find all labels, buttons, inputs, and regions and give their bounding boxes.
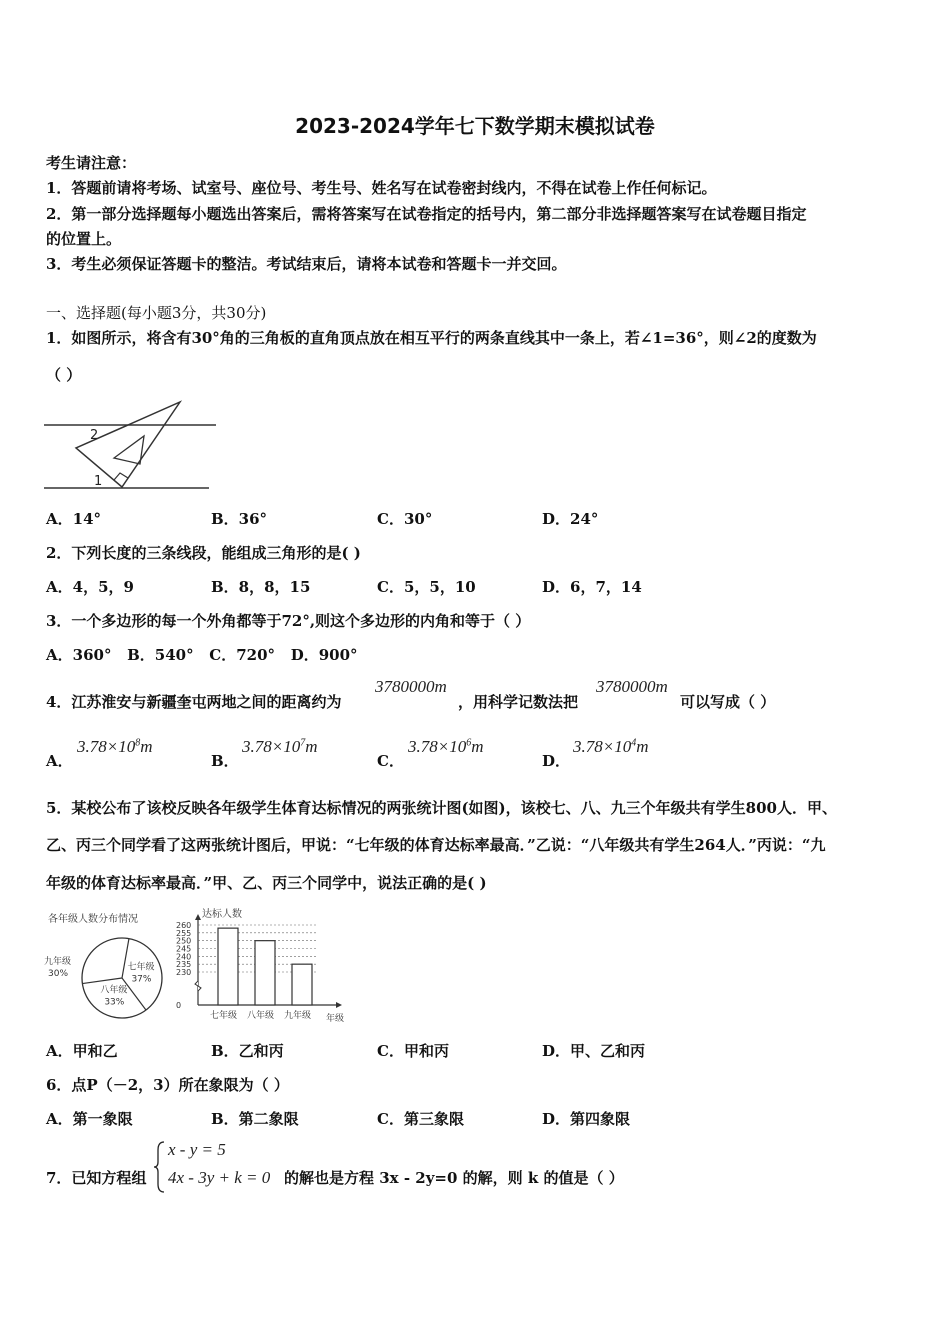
notice-item: 3．考生必须保证答题卡的整洁。考试结束后，请将本试卷和答题卡一并交回。: [46, 255, 567, 273]
bar-chart: [172, 905, 357, 1025]
y-tick-label: 250: [176, 936, 192, 946]
q4-value-2: 3780000m: [596, 677, 668, 696]
angle-1-label: 1: [94, 474, 103, 489]
q4-option-c-letter: C．: [377, 752, 404, 770]
x-axis-label: 年级: [326, 1014, 345, 1024]
y-tick-label: 235: [176, 960, 192, 970]
q4-option-d-letter: D．: [542, 752, 571, 770]
angle-2-label: 2: [90, 428, 99, 443]
question-1-text: 1．如图所示，将含有30°角的三角板的直角顶点放在相互平行的两条直线其中一条上，若∠1=36°，则∠2的度数为: [46, 329, 817, 347]
question-3-text: 3．一个多边形的每一个外角都等于72°,则这个多边形的内角和等于（ ）: [46, 612, 531, 630]
q6-option-d: D．第四象限: [542, 1110, 631, 1128]
pie-label-category: 九年级: [44, 957, 72, 967]
notice-item: 1．答题前请将考场、试室号、座位号、考生号、姓名写在试卷密封线内，不得在试卷上作任何标记。: [46, 179, 717, 197]
question-4-part3: 可以写成（ ）: [680, 693, 776, 711]
triangle-inner-hole: [114, 436, 144, 464]
pie-label-value: 37%: [131, 974, 152, 985]
q5-option-b: B．乙和丙: [211, 1042, 284, 1060]
q4-option-a-letter: A．: [46, 752, 73, 770]
y-tick-label: 240: [176, 952, 192, 962]
q6-option-c: C．第三象限: [377, 1110, 464, 1128]
q1-option-b: B．36°: [211, 510, 268, 528]
q1-option-a: A．14°: [46, 510, 102, 528]
section-heading: 一、选择题(每小题3分，共30分): [46, 304, 267, 322]
pie-label-value: 33%: [104, 997, 125, 1008]
q4-value-1: 3780000m: [375, 677, 447, 696]
bar-chart-title: 达标人数: [202, 909, 242, 920]
q5-option-d: D．甲、乙和丙: [542, 1042, 646, 1060]
question-6-text: 6．点P（－2，3）所在象限为（ ）: [46, 1076, 289, 1094]
q5-option-a: A．甲和乙: [46, 1042, 118, 1060]
question-1-paren: （ ）: [46, 366, 82, 384]
q4-option-a-expr: $3.78\times 10^8m$: [77, 737, 153, 756]
q4-option-d-expr: $3.78\times 10^4m$: [573, 737, 649, 756]
triangle-ruler: [76, 402, 180, 487]
system-equation-2: 4x - 3y + k = 0: [168, 1168, 271, 1187]
notice-item: 的位置上。: [46, 230, 122, 248]
question-7-lead: 7．已知方程组: [46, 1169, 147, 1187]
q2-option-a: A．4，5，9: [46, 578, 134, 596]
x-tick-label: 七年级: [210, 1011, 238, 1021]
question-7-tail: 的解也是方程 3x - 2y=0 的解，则 k 的值是（ ）: [284, 1169, 624, 1187]
question-5-line: 5．某校公布了该校反映各年级学生体育达标情况的两张统计图(如图)，该校七、八、九三个年级共有学生800人．甲、: [46, 799, 837, 817]
q4-option-c-expr: $3.78\times 10^6m$: [408, 737, 484, 756]
x-tick-label: 九年级: [284, 1011, 312, 1021]
x-axis-arrow: [336, 1002, 342, 1008]
notice-heading: 考生请注意：: [46, 154, 137, 172]
y-tick-label: 255: [176, 928, 192, 938]
q4-option-b-letter: B．: [211, 752, 239, 770]
y-tick-label: 0: [176, 1001, 182, 1010]
right-angle-mark: [114, 473, 128, 480]
q2-option-d: D．6，7，14: [542, 578, 642, 596]
q6-option-a: A．第一象限: [46, 1110, 133, 1128]
bar-九年级: [292, 964, 312, 1005]
q1-option-c: C．30°: [377, 510, 433, 528]
pie-chart: [42, 908, 172, 1028]
y-axis-arrow: [195, 914, 201, 920]
y-tick-label: 260: [176, 921, 192, 930]
page-title: 2023-2024学年七下数学期末模拟试卷: [295, 114, 655, 138]
q5-option-c: C．甲和丙: [377, 1042, 449, 1060]
notice-item: 2．第一部分选择题每小题选出答案后，需将答案写在试卷指定的括号内，第二部分非选择题答案写在试卷题目指定: [46, 205, 807, 223]
q6-option-b: B．第二象限: [211, 1110, 299, 1128]
q4-option-b-expr: $3.78\times 10^7m$: [242, 737, 318, 756]
question-5-line: 乙、丙三个同学看了这两张统计图后，甲说：“七年级的体育达标率最高．”乙说：“八年级共有学生264人．”丙说：“九: [46, 836, 826, 854]
triangle-figure: [44, 398, 224, 494]
q1-option-d: D．24°: [542, 510, 599, 528]
pie-title: 各年级人数分布情况: [48, 914, 138, 925]
bar-七年级: [218, 928, 238, 1005]
axis-break: [195, 981, 201, 991]
question-4-part1: 4．江苏淮安与新疆奎屯两地之间的距离约为: [46, 693, 342, 711]
y-tick-label: 245: [176, 944, 192, 954]
pie-label-category: 七年级: [127, 962, 155, 973]
x-tick-label: 八年级: [247, 1011, 275, 1021]
q3-options: A．360° B．540° C．720° D．900°: [46, 646, 358, 664]
bar-八年级: [255, 941, 275, 1005]
y-tick-label: 230: [176, 968, 192, 977]
q2-option-c: C．5，5，10: [377, 578, 476, 596]
pie-label-value: 30%: [48, 969, 69, 979]
system-equation-1: x - y = 5: [168, 1140, 226, 1159]
question-4-part2: ，用科学记数法把: [458, 693, 579, 711]
pie-label-category: 八年级: [100, 985, 128, 996]
question-2-text: 2．下列长度的三条线段，能组成三角形的是( ): [46, 544, 361, 562]
q2-option-b: B．8，8，15: [211, 578, 311, 596]
system-brace: [152, 1140, 166, 1194]
question-5-line: 年级的体育达标率最高．”甲、乙、丙三个同学中，说法正确的是( ): [46, 874, 487, 892]
